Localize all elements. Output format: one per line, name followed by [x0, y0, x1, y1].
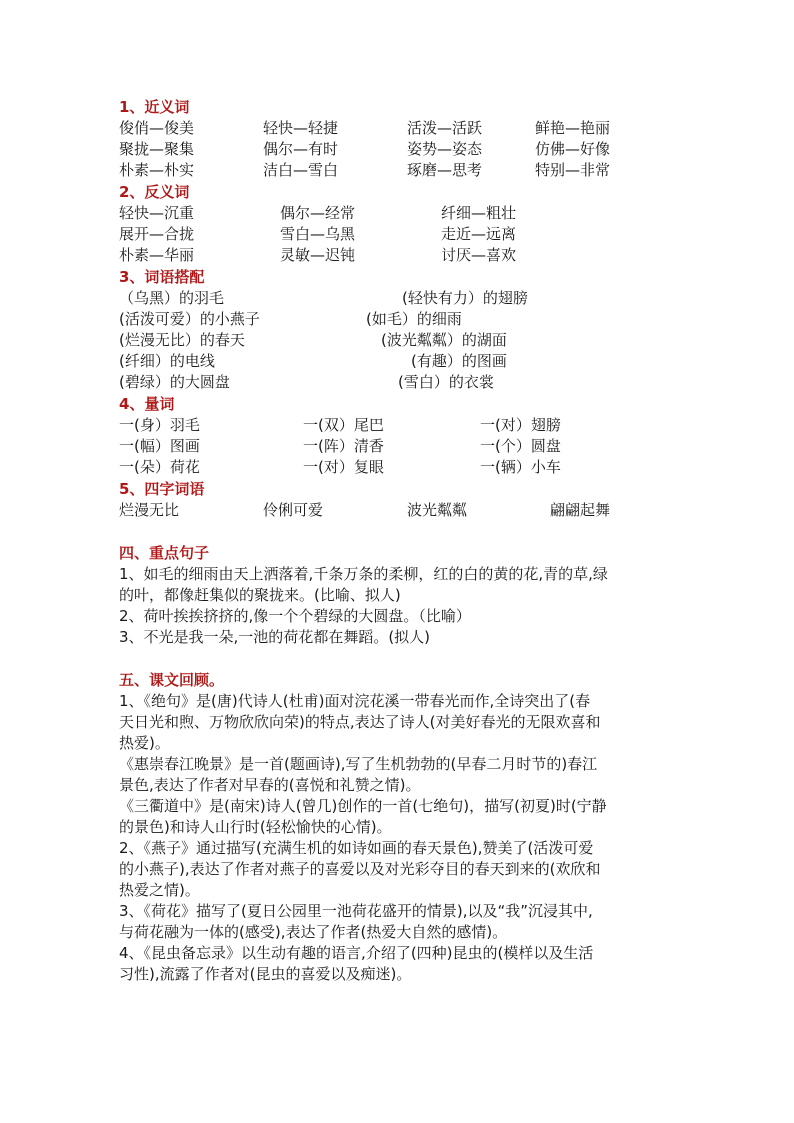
review-line: 景色,表达了作者对早春的(喜悦和礼赞之情)。 [119, 776, 421, 794]
measure-word: 一(个）圆盘 [480, 437, 561, 455]
review-line: 1、《绝句》是(唐)代诗人(杜甫)面对浣花溪一带春光而作,全诗突出了(春 [119, 692, 591, 710]
synonym-pair: 轻快—轻捷 [263, 119, 339, 137]
synonym-pair: 聚拢—聚集 [119, 140, 195, 158]
measure-word: 一(幅）图画 [119, 437, 200, 455]
synonyms-row [119, 118, 679, 139]
measure-word: 一(对）翅膀 [480, 416, 561, 434]
measure-word: 一(辆）小车 [480, 458, 561, 476]
measure-word: 一(身）羽毛 [119, 416, 200, 434]
collocation: (轻快有力）的翅膀 [402, 289, 528, 307]
collocations-row [119, 309, 679, 330]
review-heading: 五、课文回顾。 [119, 671, 225, 689]
four-char-heading: 5、四字词语 [119, 480, 205, 498]
collocation: (雪白）的衣裳 [398, 373, 494, 391]
synonyms-heading: 1、近义词 [119, 98, 190, 116]
collocation: (纤细）的电线 [119, 352, 215, 370]
measure-word: 一(对）复眼 [303, 458, 384, 476]
collocations-heading: 3、词语搭配 [119, 268, 205, 286]
measure-words-row [119, 415, 679, 436]
four-char-word: 烂漫无比 [119, 501, 180, 519]
collocations-row [119, 372, 679, 393]
four-char-word: 翩翩起舞 [550, 501, 611, 519]
measure-words-row [119, 436, 679, 457]
collocation: (有趣）的图画 [411, 352, 507, 370]
key-sentence-line: 的叶，都像赶集似的聚拢来。(比喻、拟人) [119, 586, 401, 604]
synonym-pair: 活泼—活跃 [407, 119, 483, 137]
synonym-pair: 特别—非常 [535, 161, 611, 179]
antonym-pair: 讨厌—喜欢 [441, 246, 517, 264]
measure-word: 一(阵）清香 [303, 437, 384, 455]
review-line: 习性),流露了作者对(昆虫的喜爱以及痴迷)。 [119, 965, 412, 983]
review-line: 的小燕子),表达了作者对燕子的喜爱以及对光彩夺目的春天到来的(欢欣和 [119, 860, 601, 878]
antonym-pair: 雪白—乌黑 [280, 225, 356, 243]
collocation: (波光粼粼）的湖面 [381, 331, 507, 349]
collocations-row [119, 351, 679, 372]
synonym-pair: 洁白—雪白 [263, 161, 339, 179]
review-line: 4、《昆虫备忘录》以生动有趣的语言,介绍了(四种)昆虫的(模样以及生活 [119, 944, 594, 962]
antonym-pair: 展开—合拢 [119, 225, 195, 243]
collocations-row [119, 330, 679, 351]
synonym-pair: 偶尔—有时 [263, 140, 339, 158]
review-line: 2、《燕子》通过描写(充满生机的如诗如画的春天景色),赞美了(活泼可爱 [119, 839, 594, 857]
key-sentences-heading: 四、重点句子 [119, 544, 210, 562]
collocation: （乌黑）的羽毛 [119, 289, 225, 307]
synonym-pair: 俊俏—俊美 [119, 119, 195, 137]
synonym-pair: 姿势—姿态 [407, 140, 483, 158]
measure-word: 一(双）尾巴 [303, 416, 384, 434]
antonym-pair: 朴素—华丽 [119, 246, 195, 264]
antonym-pair: 走近—远离 [441, 225, 517, 243]
four-char-row [119, 500, 679, 521]
review-line: 《三衢道中》是(南宋)诗人(曾几)创作的一首(七绝句)，描写(初夏)时(宁静 [119, 797, 607, 815]
four-char-word: 伶俐可爱 [263, 501, 324, 519]
antonyms-row [119, 245, 679, 266]
review-line: 与荷花融为一体的(感受),表达了作者(热爱大自然的感情)。 [119, 923, 508, 941]
collocations-row [119, 288, 679, 309]
collocation: (活泼可爱）的小燕子 [119, 310, 260, 328]
collocation: (如毛）的细雨 [366, 310, 462, 328]
review-line: 热爱之情)。 [119, 881, 200, 899]
measure-words-row [119, 457, 679, 478]
antonyms-row [119, 224, 679, 245]
review-line: 天日光和煦、万物欣欣向荣)的特点,表达了诗人(对美好春光的无限欢喜和 [119, 713, 601, 731]
review-line: 热爱)。 [119, 734, 170, 752]
key-sentence-line: 3、不光是我一朵,一池的荷花都在舞蹈。(拟人) [119, 628, 431, 646]
review-line: 3、《荷花》描写了(夏日公园里一池荷花盛开的情景),以及“我”沉浸其中, [119, 902, 593, 920]
antonym-pair: 轻快—沉重 [119, 204, 195, 222]
synonym-pair: 琢磨—思考 [407, 161, 483, 179]
synonyms-row [119, 139, 679, 160]
measure-word: 一(朵）荷花 [119, 458, 200, 476]
key-sentence-line: 1、如毛的细雨由天上洒落着,千条万条的柔柳，红的白的黄的花,青的草,绿 [119, 565, 608, 583]
antonym-pair: 偶尔—经常 [280, 204, 356, 222]
antonyms-heading: 2、反义词 [119, 183, 190, 201]
key-sentence-line: 2、荷叶挨挨挤挤的,像一个个碧绿的大圆盘。（比喻） [119, 607, 471, 625]
review-line: 的景色)和诗人山行时(轻松愉快的心情)。 [119, 818, 392, 836]
synonyms-row [119, 160, 679, 181]
four-char-word: 波光粼粼 [407, 501, 468, 519]
antonyms-row [119, 203, 679, 224]
synonym-pair: 鲜艳—艳丽 [535, 119, 611, 137]
review-line: 《惠崇春江晚景》是一首(题画诗),写了生机勃勃的(早春二月时节的)春江 [119, 755, 598, 773]
measure-words-heading: 4、量词 [119, 395, 175, 413]
antonym-pair: 灵敏—迟钝 [280, 246, 356, 264]
synonym-pair: 仿佛—好像 [535, 140, 611, 158]
synonym-pair: 朴素—朴实 [119, 161, 195, 179]
collocation: (碧绿）的大圆盘 [119, 373, 230, 391]
collocation: (烂漫无比）的春天 [119, 331, 245, 349]
worksheet [119, 96, 679, 985]
antonym-pair: 纤细—粗壮 [441, 204, 517, 222]
